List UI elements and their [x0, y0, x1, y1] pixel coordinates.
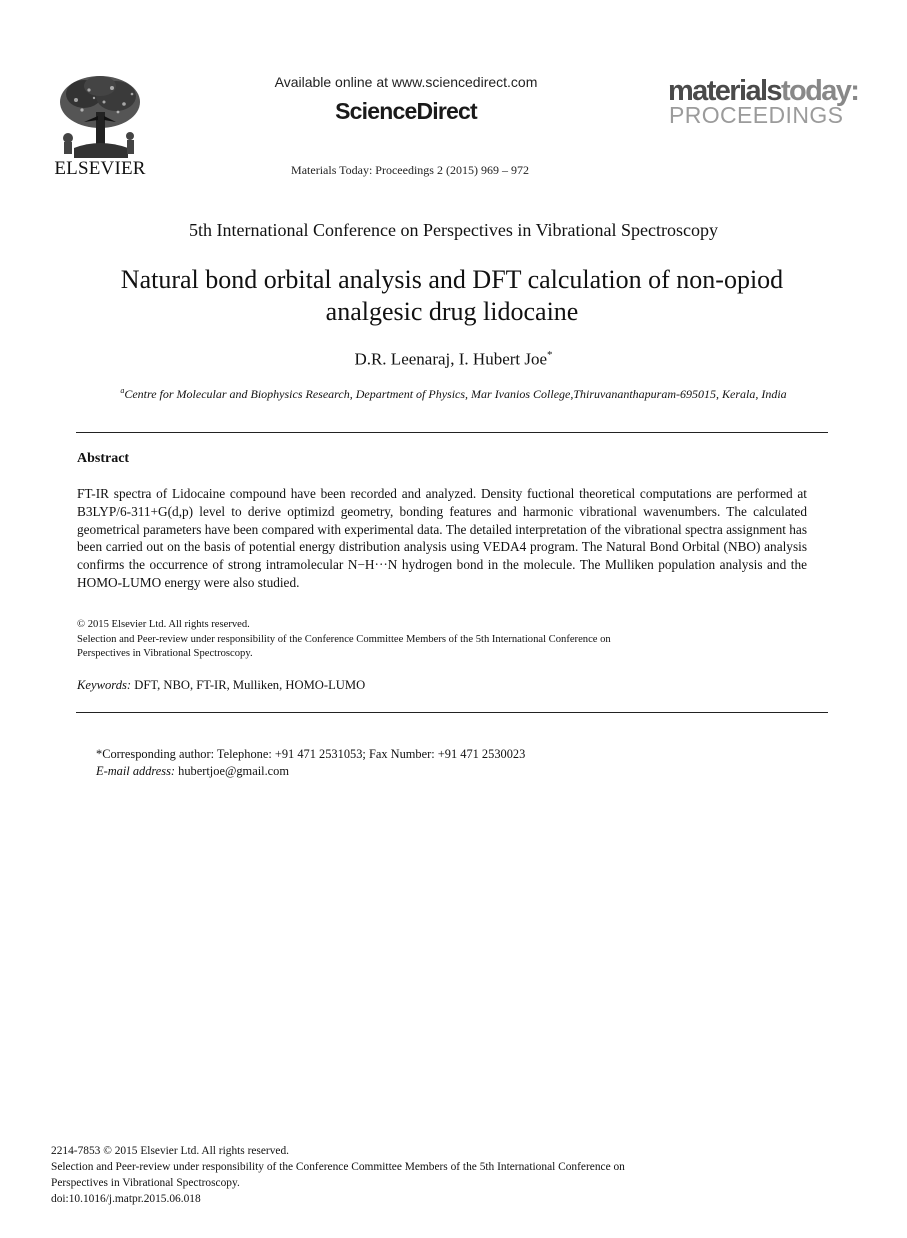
peer-review-line2: Perspectives in Vibrational Spectroscopy. — [77, 648, 253, 659]
peer-review-line1: Selection and Peer-review under responsibility of the Conference Committee Members of the 5th International Conference on — [77, 633, 611, 645]
abstract-body: FT-IR spectra of Lidocaine compound have been recorded and analyzed. Density fuctional theoretical computations are performed at B3LYP/6-311+G(d,p) level to derive optimizd geometry, bonding features and harmonic vibrational wavenumbers. The calculated geometrical parameters have been compared with experimental data. The detailed interpretation of the vibrational spectra assignment has been carried out on the basis of potential energy distribution analysis using VEDA4 program. The Natural Bond Orbital (NBO) analysis confirms the occurrence of strong intramolecular N−H···N hydrogen bond in the molecule. The Mulliken population analysis and the HOMO-LUMO energy were also studied. — [77, 486, 807, 590]
copyright-notice — [77, 618, 807, 662]
paper-title — [90, 264, 814, 328]
authors — [0, 349, 907, 370]
corresponding-author-mark[interactable]: * — [547, 349, 553, 361]
affiliation-text: Centre for Molecular and Biophysics Research, Department of Physics, Mar Ivanios College,Thiruvananthapuram-695015, Kerala, India — [124, 387, 787, 401]
mt-logo-top — [668, 75, 868, 107]
keywords-label: Keywords: — [77, 678, 132, 692]
footer-peer-line2: Perspectives in Vibrational Spectroscopy. — [51, 1177, 240, 1189]
sciencedirect-logo[interactable]: ScienceDirect — [335, 98, 477, 124]
corresponding-author — [96, 746, 796, 780]
email-line — [96, 763, 796, 780]
mt-logo-today: today: — [780, 75, 859, 107]
mt-logo-proceedings: PROCEEDINGS — [669, 102, 844, 128]
copyright-line: © 2015 Elsevier Ltd. All rights reserved. — [77, 619, 250, 630]
keywords-list: DFT, NBO, FT-IR, Mulliken, HOMO-LUMO — [134, 678, 366, 692]
footer-peer-line1: Selection and Peer-review under responsibility of the Conference Committee Members of the 5th International Conference on — [51, 1161, 625, 1173]
materials-today-logo[interactable] — [668, 75, 868, 128]
author-names: D.R. Leenaraj, I. Hubert Joe — [354, 349, 548, 369]
divider-bottom — [76, 712, 828, 713]
affiliation — [60, 386, 847, 402]
divider-top — [76, 432, 828, 433]
issn-line: 2214-7853 © 2015 Elsevier Ltd. All rights reserved. — [51, 1145, 290, 1157]
journal-citation: Materials Today: Proceedings 2 (2015) 969 – 972 — [291, 163, 529, 177]
elsevier-wordmark: ELSEVIER — [54, 158, 146, 179]
available-online-link[interactable]: Available online at www.sciencedirect.com — [274, 74, 538, 90]
conference-name: 5th International Conference on Perspectives in Vibrational Spectroscopy — [189, 220, 718, 240]
corresponding-contact: *Corresponding author: Telephone: +91 471 2531053; Fax Number: +91 471 2530023 — [96, 747, 526, 761]
email-link[interactable]: hubertjoe@gmail.com — [178, 764, 290, 778]
affiliation-mark: a — [120, 386, 125, 395]
page-footer — [51, 1143, 811, 1207]
email-label: E-mail address: — [96, 764, 176, 778]
doi-link[interactable]: doi:10.1016/j.matpr.2015.06.018 — [51, 1193, 201, 1205]
paper-title-line1: Natural bond orbital analysis and DFT calculation of non-opiod — [120, 265, 784, 294]
keywords — [77, 678, 807, 693]
mt-logo-materials: materials — [668, 75, 781, 107]
abstract-heading: Abstract — [77, 451, 130, 466]
paper-title-line2: analgesic drug lidocaine — [325, 297, 579, 326]
